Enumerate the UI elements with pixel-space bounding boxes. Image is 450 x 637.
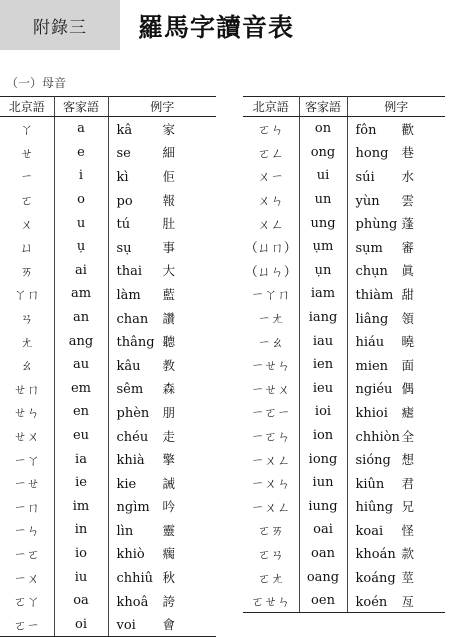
example-romanization: fôn	[355, 122, 377, 138]
table-row	[0, 447, 216, 471]
hakka-vowel-cell: io	[54, 542, 108, 566]
example-character: 森	[162, 381, 176, 397]
example-romanization: làm	[116, 287, 141, 303]
example-character: 瘧	[401, 404, 415, 420]
mandarin-bopomofo-cell: ㄠ	[0, 353, 54, 377]
table-row	[0, 353, 216, 377]
mandarin-bopomofo-cell: ㄛㄞ	[243, 518, 299, 542]
mandarin-bopomofo-cell: ㄝㄣ	[0, 400, 54, 424]
hakka-vowel-cell: un	[299, 188, 347, 212]
example-cell	[347, 424, 445, 448]
table-header-row	[0, 97, 216, 117]
column-header-hakka: 客家語	[299, 97, 347, 117]
mandarin-bopomofo-cell: ㄧㄚㄇ	[243, 282, 299, 306]
mandarin-bopomofo-cell: ㄚ	[0, 117, 54, 141]
example-cell	[108, 329, 216, 353]
column-header-example: 例字	[347, 97, 445, 117]
example-cell	[347, 589, 445, 613]
example-character: 甜	[401, 286, 415, 302]
example-cell	[108, 424, 216, 448]
example-character: 款	[401, 546, 415, 562]
hakka-vowel-cell: u	[54, 211, 108, 235]
example-character: 曉	[401, 334, 415, 350]
mandarin-bopomofo-cell: ㄨㄧ	[243, 164, 299, 188]
example-romanization: koáng	[355, 571, 396, 587]
hakka-vowel-cell: iong	[299, 447, 347, 471]
mandarin-bopomofo-cell: ㄝ	[0, 141, 54, 165]
mandarin-bopomofo-cell: ㄧㄠ	[243, 329, 299, 353]
table-row	[0, 377, 216, 401]
example-cell	[347, 377, 445, 401]
table-row	[0, 259, 216, 283]
example-character: 走	[162, 428, 176, 444]
example-cell	[108, 117, 216, 141]
example-character: 歡	[401, 121, 415, 137]
table-row	[0, 542, 216, 566]
hakka-vowel-cell: i	[54, 164, 108, 188]
mandarin-bopomofo-cell: ㄛㄥ	[243, 141, 299, 165]
mandarin-bopomofo-cell: ㄨㄣ	[243, 188, 299, 212]
table-row	[243, 447, 445, 471]
example-romanization: voi	[116, 618, 136, 634]
hakka-vowel-cell: ụn	[299, 259, 347, 283]
example-cell	[347, 117, 445, 141]
table-row	[243, 211, 445, 235]
example-romanization: tú	[116, 217, 131, 233]
mandarin-bopomofo-cell: ㄧㄝ	[0, 471, 54, 495]
example-cell	[347, 471, 445, 495]
example-cell	[347, 542, 445, 566]
example-cell	[347, 518, 445, 542]
example-romanization: hong	[355, 146, 389, 162]
table-row	[0, 612, 216, 636]
example-romanization: ngìm	[116, 500, 150, 516]
table-row	[0, 188, 216, 212]
hakka-vowel-cell: ụm	[299, 235, 347, 259]
mandarin-bopomofo-cell: ㄨㄥ	[243, 211, 299, 235]
example-romanization: phùng	[355, 217, 398, 233]
example-character: 吟	[162, 499, 176, 515]
example-romanization: se	[116, 146, 131, 162]
hakka-vowel-cell: ang	[54, 329, 108, 353]
hakka-vowel-cell: ai	[54, 259, 108, 283]
mandarin-bopomofo-cell: ㄛㄣ	[243, 117, 299, 141]
example-cell	[108, 188, 216, 212]
example-character: 君	[401, 475, 415, 491]
example-romanization: sêm	[116, 382, 144, 398]
example-cell	[108, 306, 216, 330]
mandarin-bopomofo-cell: ㄢ	[0, 306, 54, 330]
example-romanization: kie	[116, 476, 137, 492]
mandarin-bopomofo-cell: ㄛㄤ	[243, 565, 299, 589]
table-row	[0, 565, 216, 589]
column-header-example: 例字	[108, 97, 216, 117]
example-cell	[108, 235, 216, 259]
hakka-vowel-cell: oa	[54, 589, 108, 613]
table-row	[243, 565, 445, 589]
example-romanization: thâng	[116, 335, 155, 351]
example-romanization: khioi	[355, 405, 388, 421]
example-romanization: hiáu	[355, 335, 385, 351]
column-header-mandarin: 北京語	[0, 97, 54, 117]
table-row	[0, 424, 216, 448]
example-cell	[347, 259, 445, 283]
hakka-vowel-cell: en	[54, 400, 108, 424]
mandarin-bopomofo-cell: ㄧㄚ	[0, 447, 54, 471]
hakka-vowel-cell: a	[54, 117, 108, 141]
example-character: 瘸	[162, 546, 176, 562]
hakka-vowel-cell: in	[54, 518, 108, 542]
hakka-vowel-cell: eu	[54, 424, 108, 448]
example-character: 教	[162, 357, 176, 373]
mandarin-bopomofo-cell: ㄧㄤ	[243, 306, 299, 330]
example-romanization: thiàm	[355, 287, 394, 303]
example-character: 水	[401, 168, 415, 184]
example-romanization: koén	[355, 594, 388, 610]
table-row	[243, 589, 445, 613]
example-cell	[347, 164, 445, 188]
example-character: 面	[401, 357, 415, 373]
page-header	[0, 0, 450, 50]
example-romanization: phèn	[116, 405, 150, 421]
section-label: （一）母音	[6, 76, 67, 90]
table-row	[243, 377, 445, 401]
example-romanization: po	[116, 193, 133, 209]
table-row	[0, 518, 216, 542]
hakka-vowel-cell: oai	[299, 518, 347, 542]
table-row	[0, 471, 216, 495]
mandarin-bopomofo-cell: ㄧㄣ	[0, 518, 54, 542]
example-romanization: khiò	[116, 547, 145, 563]
example-cell	[108, 377, 216, 401]
mandarin-bopomofo-cell: ㄧㄇ	[0, 495, 54, 519]
mandarin-bopomofo-cell: ㄚㄇ	[0, 282, 54, 306]
table-row	[243, 235, 445, 259]
example-character: 報	[162, 192, 176, 208]
example-character: 眞	[401, 263, 415, 279]
hakka-vowel-cell: au	[54, 353, 108, 377]
example-cell	[108, 353, 216, 377]
table-row	[0, 589, 216, 613]
example-character: 誡	[162, 475, 176, 491]
example-cell	[108, 164, 216, 188]
example-character: 怪	[401, 522, 415, 538]
example-character: 讚	[162, 310, 176, 326]
table-row	[243, 542, 445, 566]
example-romanization: sụ	[116, 240, 132, 256]
table-row	[243, 518, 445, 542]
mandarin-bopomofo-cell: ㄧㄝㄨ	[243, 377, 299, 401]
table-row	[0, 306, 216, 330]
example-cell	[347, 329, 445, 353]
hakka-vowel-cell: ung	[299, 211, 347, 235]
example-romanization: sióng	[355, 453, 391, 469]
example-romanization: chan	[116, 311, 149, 327]
example-romanization: lìn	[116, 523, 134, 539]
example-cell	[108, 495, 216, 519]
hakka-vowel-cell: ia	[54, 447, 108, 471]
hakka-vowel-cell: on	[299, 117, 347, 141]
example-cell	[108, 282, 216, 306]
hakka-vowel-cell: an	[54, 306, 108, 330]
table-row	[243, 141, 445, 165]
example-romanization: yùn	[355, 193, 380, 209]
mandarin-bopomofo-cell: ㄝㄇ	[0, 377, 54, 401]
hakka-vowel-cell: oan	[299, 542, 347, 566]
table-row	[243, 188, 445, 212]
example-romanization: khoâ	[116, 594, 149, 610]
example-cell	[108, 565, 216, 589]
mandarin-bopomofo-cell: ㄨ	[0, 211, 54, 235]
mandarin-bopomofo-cell: （ㄩㄣ）	[243, 259, 299, 283]
table-row	[0, 164, 216, 188]
example-character: 領	[401, 310, 415, 326]
table-row	[0, 117, 216, 141]
example-cell	[347, 282, 445, 306]
example-cell	[108, 589, 216, 613]
example-romanization: khià	[116, 453, 145, 469]
example-character: 審	[401, 239, 415, 255]
example-cell	[108, 542, 216, 566]
mandarin-bopomofo-cell: ㄧㄛㄣ	[243, 424, 299, 448]
mandarin-bopomofo-cell: ㄧㄨㄥ	[243, 495, 299, 519]
example-romanization: ngiéu	[355, 382, 393, 398]
example-character: 事	[162, 239, 176, 255]
table-row	[243, 306, 445, 330]
example-cell	[347, 306, 445, 330]
table-row	[243, 424, 445, 448]
example-romanization: kâu	[116, 358, 141, 374]
table-row	[243, 164, 445, 188]
example-character: 兄	[401, 499, 415, 515]
hakka-vowel-cell: iau	[299, 329, 347, 353]
example-cell	[347, 235, 445, 259]
hakka-vowel-cell: iam	[299, 282, 347, 306]
example-character: 會	[162, 617, 176, 633]
table-row	[243, 259, 445, 283]
hakka-vowel-cell: ui	[299, 164, 347, 188]
example-romanization: koai	[355, 523, 384, 539]
example-romanization: kiûn	[355, 476, 385, 492]
mandarin-bopomofo-cell: （ㄩㄇ）	[243, 235, 299, 259]
table-row	[0, 282, 216, 306]
example-character: 全	[401, 428, 415, 444]
hakka-vowel-cell: ion	[299, 424, 347, 448]
example-character: 家	[162, 121, 176, 137]
mandarin-bopomofo-cell: ㄛㄝㄣ	[243, 589, 299, 613]
table-row	[243, 353, 445, 377]
hakka-vowel-cell: iang	[299, 306, 347, 330]
example-character: 細	[162, 145, 176, 161]
hakka-vowel-cell: e	[54, 141, 108, 165]
example-cell	[347, 495, 445, 519]
table-row	[0, 141, 216, 165]
example-cell	[347, 400, 445, 424]
mandarin-bopomofo-cell: ㄧㄛㄧ	[243, 400, 299, 424]
example-cell	[108, 471, 216, 495]
table-row	[243, 117, 445, 141]
example-romanization: mien	[355, 358, 389, 374]
example-romanization: liâng	[355, 311, 389, 327]
example-character: 蓬	[401, 216, 415, 232]
hakka-vowel-cell: iu	[54, 565, 108, 589]
mandarin-bopomofo-cell: ㄧㄨ	[0, 565, 54, 589]
hakka-vowel-cell: oen	[299, 589, 347, 613]
column-header-mandarin: 北京語	[243, 97, 299, 117]
mandarin-bopomofo-cell: ㄧㄨㄣ	[243, 471, 299, 495]
example-character: 佢	[162, 168, 176, 184]
hakka-vowel-cell: ong	[299, 141, 347, 165]
right-table	[243, 96, 445, 613]
table-header-row	[243, 97, 445, 117]
example-cell	[347, 353, 445, 377]
example-cell	[347, 188, 445, 212]
example-romanization: chéu	[116, 429, 149, 445]
example-cell	[347, 565, 445, 589]
example-character: 莖	[401, 570, 415, 586]
page-title: 羅馬字讀音表	[138, 13, 295, 42]
hakka-vowel-cell: ụ	[54, 235, 108, 259]
example-character: 擎	[162, 452, 176, 468]
hakka-vowel-cell: am	[54, 282, 108, 306]
example-cell	[347, 211, 445, 235]
left-table-body	[0, 117, 216, 637]
table-row	[0, 495, 216, 519]
mandarin-bopomofo-cell: ㄧㄛ	[0, 542, 54, 566]
mandarin-bopomofo-cell: ㄤ	[0, 329, 54, 353]
example-romanization: chụn	[355, 264, 388, 280]
example-cell	[108, 400, 216, 424]
example-romanization: khoán	[355, 547, 396, 563]
example-character: 大	[162, 263, 176, 279]
column-header-hakka: 客家語	[54, 97, 108, 117]
hakka-vowel-cell: im	[54, 495, 108, 519]
mandarin-bopomofo-cell: ㄧㄝㄣ	[243, 353, 299, 377]
table-row	[0, 235, 216, 259]
example-character: 聽	[162, 334, 176, 350]
example-cell	[108, 259, 216, 283]
table-row	[0, 329, 216, 353]
hakka-vowel-cell: ien	[299, 353, 347, 377]
example-character: 偶	[401, 381, 415, 397]
hakka-vowel-cell: oang	[299, 565, 347, 589]
example-character: 亙	[401, 593, 415, 609]
mandarin-bopomofo-cell: ㄩ	[0, 235, 54, 259]
hakka-vowel-cell: ieu	[299, 377, 347, 401]
hakka-vowel-cell: ioi	[299, 400, 347, 424]
example-character: 秋	[162, 570, 176, 586]
example-cell	[108, 612, 216, 636]
mandarin-bopomofo-cell: ㄛ	[0, 188, 54, 212]
example-romanization: sụm	[355, 240, 383, 256]
left-table	[0, 96, 216, 637]
example-romanization: chhiû	[116, 571, 154, 587]
example-character: 想	[401, 452, 415, 468]
example-cell	[108, 211, 216, 235]
example-cell	[108, 141, 216, 165]
example-romanization: chhiòn	[355, 429, 400, 445]
example-cell	[108, 518, 216, 542]
table-row	[243, 329, 445, 353]
example-character: 藍	[162, 286, 176, 302]
example-romanization: thai	[116, 264, 143, 280]
hakka-vowel-cell: iun	[299, 471, 347, 495]
example-character: 肚	[162, 216, 176, 232]
example-character: 雲	[401, 192, 415, 208]
example-cell	[347, 141, 445, 165]
mandarin-bopomofo-cell: ㄛㄧ	[0, 612, 54, 636]
example-character: 巷	[401, 145, 415, 161]
table-row	[0, 400, 216, 424]
mandarin-bopomofo-cell: ㄛㄢ	[243, 542, 299, 566]
hakka-vowel-cell: iung	[299, 495, 347, 519]
mandarin-bopomofo-cell: ㄧㄨㄥ	[243, 447, 299, 471]
right-table-body	[243, 117, 445, 613]
hakka-vowel-cell: o	[54, 188, 108, 212]
table-row	[243, 471, 445, 495]
example-character: 朋	[162, 404, 176, 420]
mandarin-bopomofo-cell: ㄧ	[0, 164, 54, 188]
hakka-vowel-cell: ie	[54, 471, 108, 495]
example-character: 誇	[162, 593, 176, 609]
table-row	[243, 495, 445, 519]
example-character: 靈	[162, 522, 176, 538]
example-romanization: hiûng	[355, 500, 394, 516]
example-romanization: súi	[355, 169, 375, 185]
appendix-tab: 附錄三	[0, 0, 120, 50]
table-row	[243, 400, 445, 424]
example-cell	[108, 447, 216, 471]
hakka-vowel-cell: oi	[54, 612, 108, 636]
hakka-vowel-cell: em	[54, 377, 108, 401]
table-row	[243, 282, 445, 306]
example-romanization: kì	[116, 169, 129, 185]
mandarin-bopomofo-cell: ㄞ	[0, 259, 54, 283]
table-row	[0, 211, 216, 235]
mandarin-bopomofo-cell: ㄛㄚ	[0, 589, 54, 613]
mandarin-bopomofo-cell: ㄝㄨ	[0, 424, 54, 448]
example-cell	[347, 447, 445, 471]
example-romanization: kâ	[116, 122, 133, 138]
